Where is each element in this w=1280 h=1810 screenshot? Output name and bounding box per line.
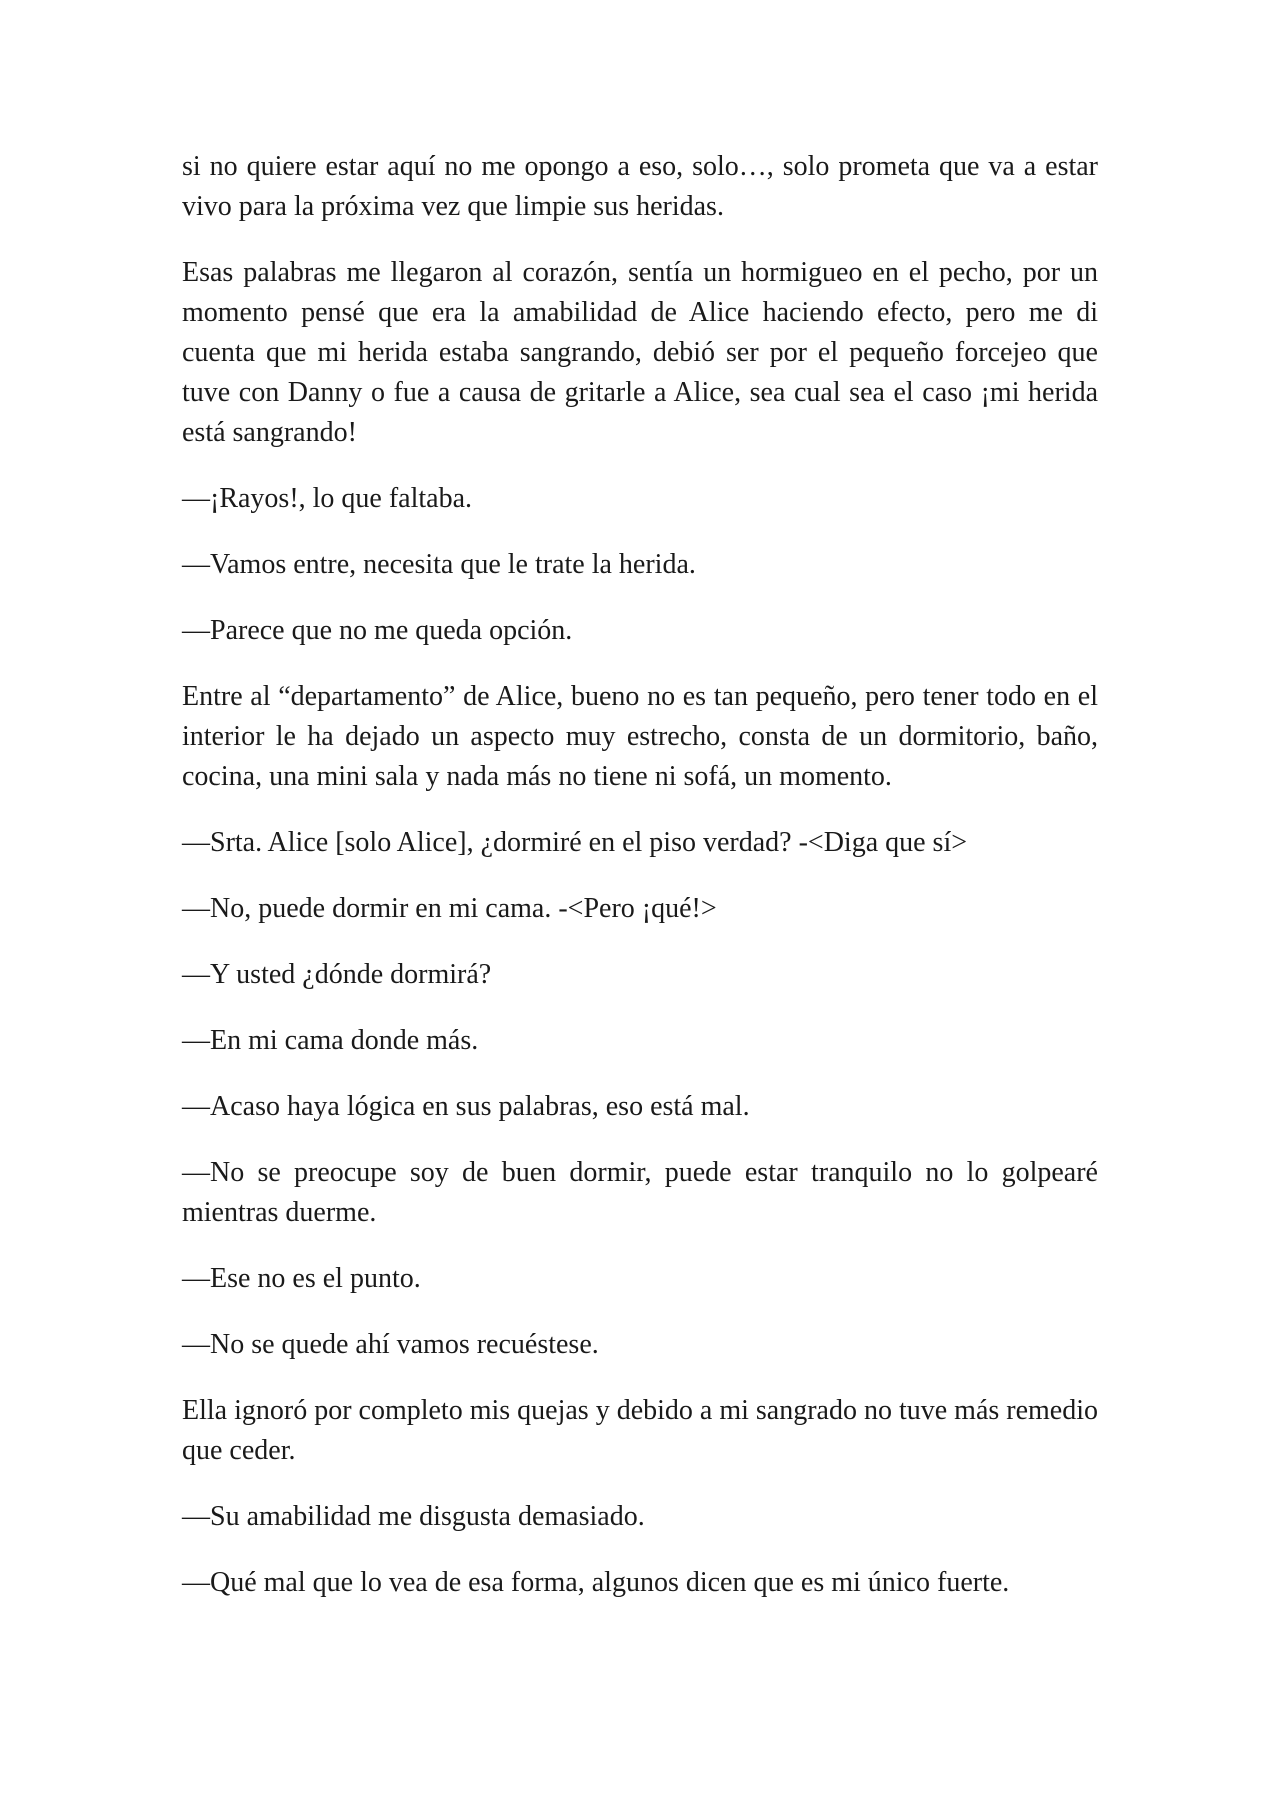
- dialogue-line-12: —Su amabilidad me disgusta demasiado.: [182, 1501, 645, 1532]
- dialogue-line-7: —En mi cama donde más.: [182, 1025, 479, 1056]
- paragraph-4: Ella ignoró por completo mis quejas y debido a mi sangrado no tuve más remedio que ceder.: [182, 1395, 1099, 1466]
- dialogue-line-10: —Ese no es el punto.: [182, 1263, 421, 1294]
- dialogue-line-13: —Qué mal que lo vea de esa forma, algunos dicen que es mi único fuerte.: [182, 1567, 1010, 1598]
- dialogue-line-9: —No se preocupe soy de buen dormir, puede estar tranquilo no lo golpearé mientras duerme.: [182, 1157, 1098, 1228]
- dialogue-line-3: —Parece que no me queda opción.: [182, 615, 573, 646]
- paragraph-3: Entre al “departamento” de Alice, bueno no es tan pequeño, pero tener todo en el interior le ha dejado un aspecto muy estrecho, consta de un dormitorio, baño, cocina, una mini sala y nada más no tiene ni sofá, un momento.: [182, 681, 1098, 792]
- dialogue-line-6: —Y usted ¿dónde dormirá?: [182, 959, 492, 990]
- dialogue-line-11: —No se quede ahí vamos recuéstese.: [182, 1329, 599, 1360]
- dialogue-line-4: —Srta. Alice [solo Alice], ¿dormiré en el piso verdad? -<Diga que sí>: [182, 827, 968, 858]
- document-page: [182, 147, 1098, 1629]
- dialogue-line-2: —Vamos entre, necesita que le trate la herida.: [182, 549, 696, 580]
- dialogue-line-5: —No, puede dormir en mi cama. -<Pero ¡qué!>: [182, 893, 717, 924]
- dialogue-line-8: —Acaso haya lógica en sus palabras, eso está mal.: [182, 1091, 750, 1122]
- dialogue-line-1: —¡Rayos!, lo que faltaba.: [182, 483, 473, 514]
- paragraph-2: Esas palabras me llegaron al corazón, sentía un hormigueo en el pecho, por un momento pensé que era la amabilidad de Alice haciendo efecto, pero me di cuenta que mi herida estaba sangrando, debió ser por el pequeño forcejeo que tuve con Danny o fue a causa de gritarle a Alice, sea cual sea el caso ¡mi herida está sangrando!: [182, 257, 1098, 448]
- paragraph-1: si no quiere estar aquí no me opongo a eso, solo…, solo prometa que va a estar vivo para la próxima vez que limpie sus heridas.: [182, 151, 1098, 222]
